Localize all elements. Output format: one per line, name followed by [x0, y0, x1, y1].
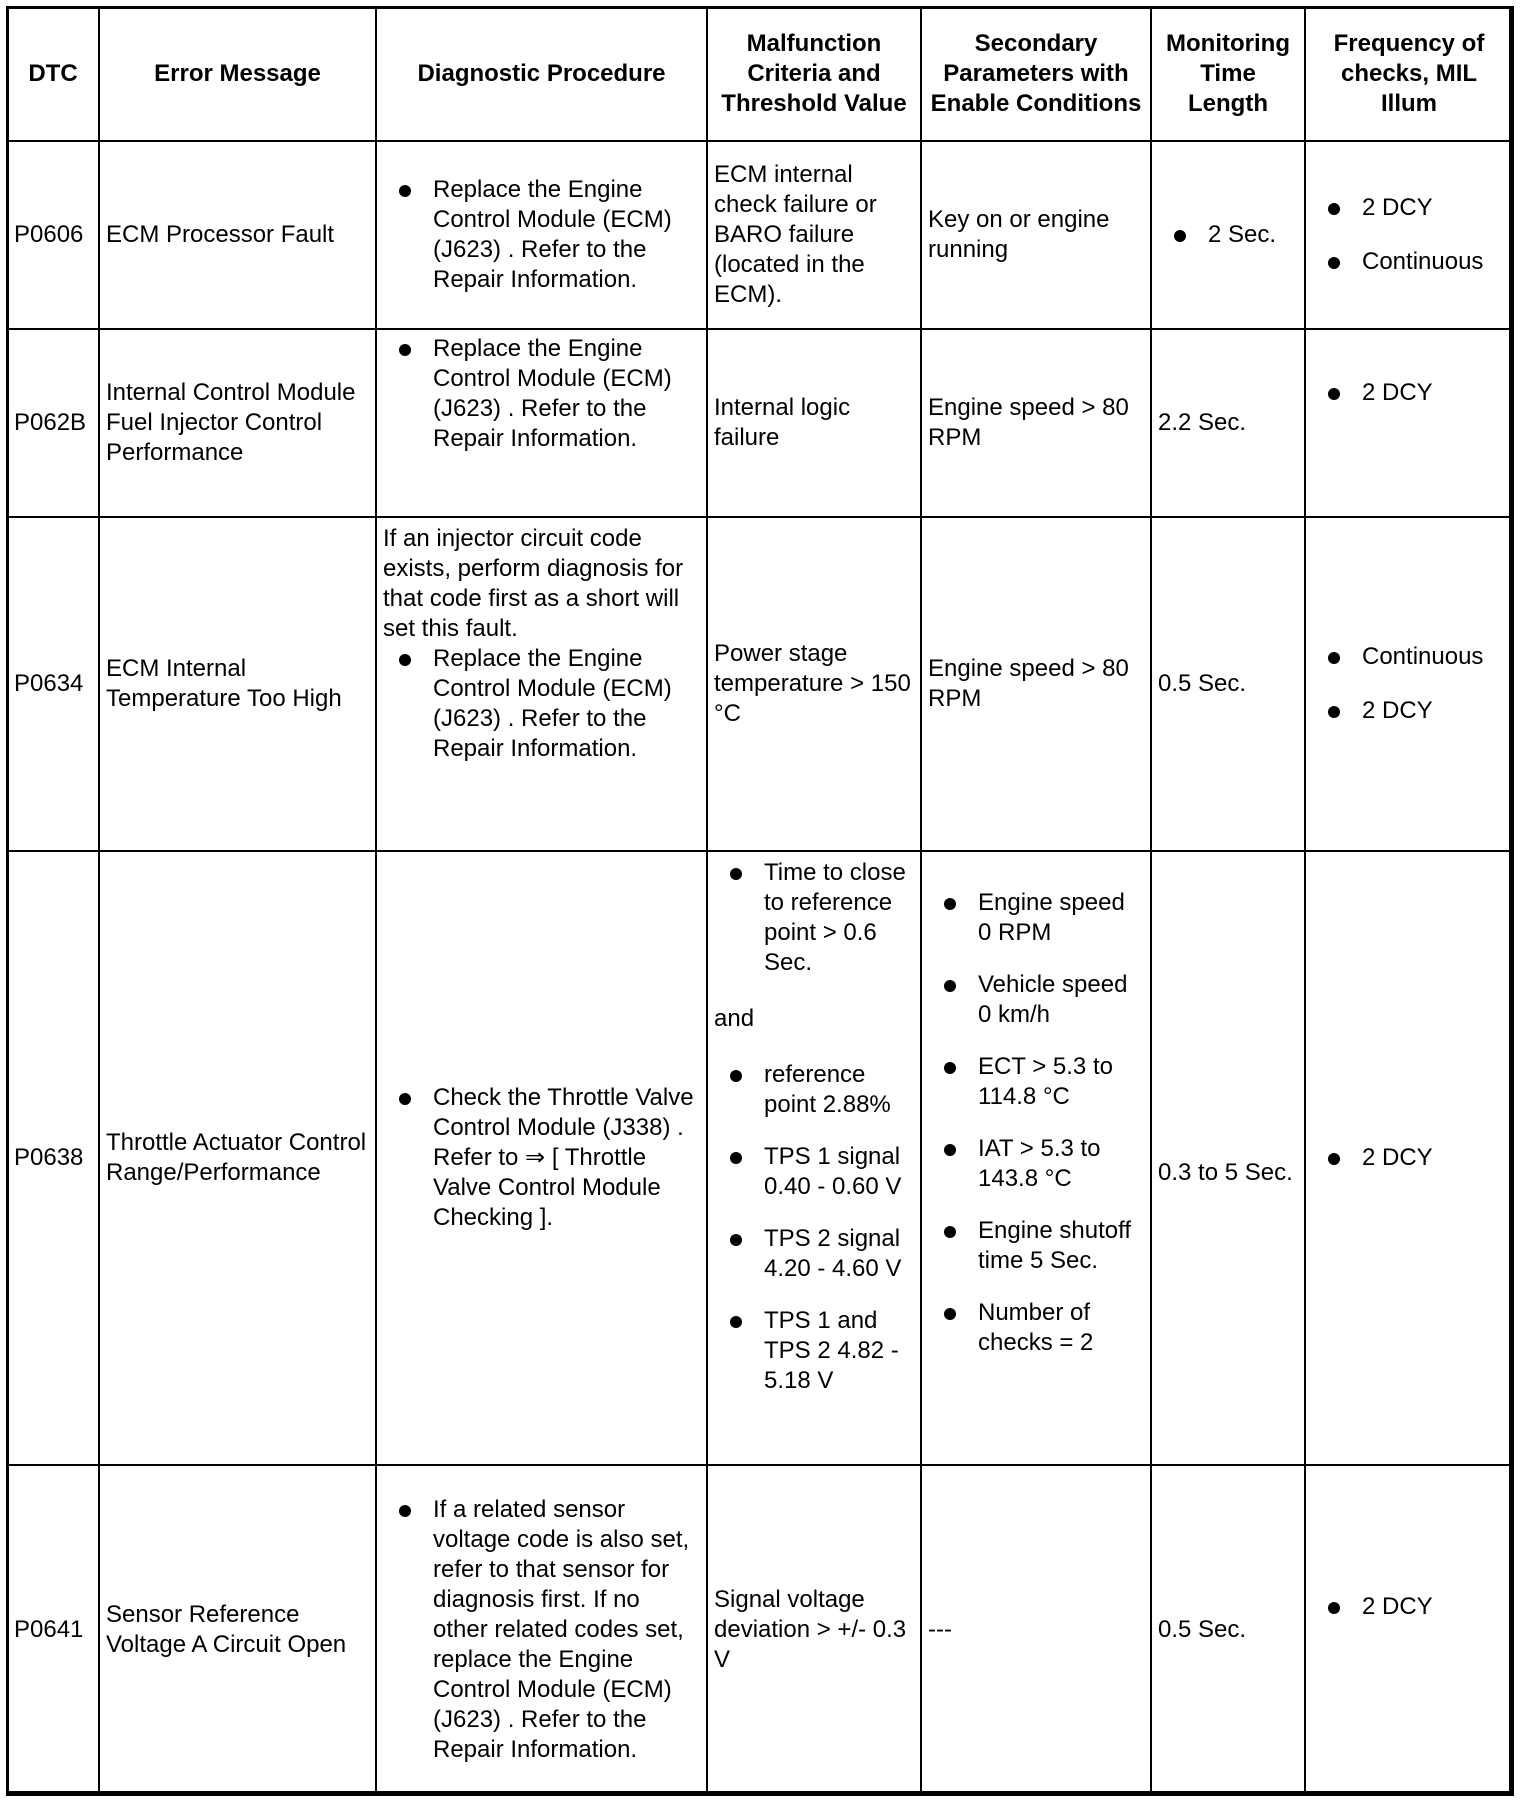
- parameter-bullet: IAT > 5.3 to 143.8 °C: [928, 1134, 1144, 1194]
- secondary-parameters: Engine speed > 80 RPM: [921, 517, 1151, 851]
- malfunction-criteria: Internal logic failure: [707, 329, 921, 517]
- frequency-bullet: Continuous: [1312, 247, 1506, 277]
- diagnostic-procedure: [376, 851, 707, 1465]
- header-dtc: DTC: [7, 7, 99, 141]
- error-message: ECM Internal Temperature Too High: [99, 517, 376, 851]
- dtc-code: P0638: [7, 851, 99, 1465]
- dtc-table: [6, 6, 1514, 1796]
- header-monitoring-time: Monitoring Time Length: [1151, 7, 1305, 141]
- malfunction-criteria: [707, 851, 921, 1465]
- criteria-bullet: TPS 1 and TPS 2 4.82 - 5.18 V: [714, 1306, 914, 1396]
- error-message: ECM Processor Fault: [99, 141, 376, 329]
- criteria-bullet: Time to close to reference point > 0.6 Sec.: [714, 858, 914, 978]
- frequency: [1305, 851, 1513, 1465]
- parameter-bullet: Engine speed 0 RPM: [928, 888, 1144, 948]
- header-malfunction-criteria: Malfunction Criteria and Threshold Value: [707, 7, 921, 141]
- frequency-bullet: 2 DCY: [1312, 696, 1506, 726]
- dtc-code: P0634: [7, 517, 99, 851]
- procedure-bullet: Check the Throttle Valve Control Module (J338) . Refer to ⇒ [ Throttle Valve Control Module Checking ].: [383, 1083, 700, 1233]
- table-row: [7, 1465, 1513, 1795]
- secondary-parameters: Key on or engine running: [921, 141, 1151, 329]
- error-message: Sensor Reference Voltage A Circuit Open: [99, 1465, 376, 1795]
- diagnostic-procedure: [376, 1465, 707, 1795]
- frequency: [1305, 141, 1513, 329]
- parameter-bullet: Engine shutoff time 5 Sec.: [928, 1216, 1144, 1276]
- table-row: [7, 851, 1513, 1465]
- table-row: [7, 141, 1513, 329]
- frequency: [1305, 517, 1513, 851]
- monitoring-time: 0.3 to 5 Sec.: [1151, 851, 1305, 1465]
- malfunction-criteria: Signal voltage deviation > +/- 0.3 V: [707, 1465, 921, 1795]
- header-diagnostic-procedure: Diagnostic Procedure: [376, 7, 707, 141]
- header-secondary-parameters: Secondary Parameters with Enable Conditions: [921, 7, 1151, 141]
- monitoring-bullet: 2 Sec.: [1158, 220, 1298, 250]
- frequency-bullet: Continuous: [1312, 642, 1506, 672]
- parameter-bullet: Number of checks = 2: [928, 1298, 1144, 1358]
- monitoring-time: 2.2 Sec.: [1151, 329, 1305, 517]
- diagnostic-procedure: [376, 141, 707, 329]
- table-row: [7, 517, 1513, 851]
- header-row: [7, 7, 1513, 141]
- frequency: [1305, 329, 1513, 517]
- diagnostic-procedure: [376, 329, 707, 517]
- criteria-connector: and: [714, 1005, 755, 1032]
- parameter-bullet: ECT > 5.3 to 114.8 °C: [928, 1052, 1144, 1112]
- procedure-bullet: Replace the Engine Control Module (ECM) (J623) . Refer to the Repair Information.: [383, 175, 700, 295]
- secondary-parameters: Engine speed > 80 RPM: [921, 329, 1151, 517]
- frequency-bullet: 2 DCY: [1312, 378, 1506, 408]
- header-frequency: Frequency of checks, MIL Illum: [1305, 7, 1513, 141]
- frequency-bullet: 2 DCY: [1312, 193, 1506, 223]
- header-error-message: Error Message: [99, 7, 376, 141]
- procedure-intro: If an injector circuit code exists, perform diagnosis for that code first as a short will set this fault.: [383, 525, 684, 642]
- frequency-bullet: 2 DCY: [1312, 1592, 1506, 1622]
- secondary-parameters: ---: [921, 1465, 1151, 1795]
- malfunction-criteria: Power stage temperature > 150 °C: [707, 517, 921, 851]
- frequency-bullet: 2 DCY: [1312, 1143, 1506, 1173]
- dtc-code: P062B: [7, 329, 99, 517]
- criteria-bullet: TPS 1 signal 0.40 - 0.60 V: [714, 1142, 914, 1202]
- dtc-code: P0641: [7, 1465, 99, 1795]
- error-message: Internal Control Module Fuel Injector Control Performance: [99, 329, 376, 517]
- monitoring-time: 0.5 Sec.: [1151, 517, 1305, 851]
- document: [6, 6, 1512, 1794]
- monitoring-time: [1151, 141, 1305, 329]
- criteria-bullet: TPS 2 signal 4.20 - 4.60 V: [714, 1224, 914, 1284]
- criteria-bullet: reference point 2.88%: [714, 1060, 914, 1120]
- secondary-parameters: [921, 851, 1151, 1465]
- monitoring-time: 0.5 Sec.: [1151, 1465, 1305, 1795]
- table-row: [7, 329, 1513, 517]
- procedure-bullet: Replace the Engine Control Module (ECM) (J623) . Refer to the Repair Information.: [383, 644, 700, 764]
- procedure-bullet: Replace the Engine Control Module (ECM) (J623) . Refer to the Repair Information.: [383, 334, 700, 454]
- error-message: Throttle Actuator Control Range/Performance: [99, 851, 376, 1465]
- diagnostic-procedure: [376, 517, 707, 851]
- procedure-bullet: If a related sensor voltage code is also set, refer to that sensor for diagnosis first. If no other related codes set, replace the Engine Control Module (ECM) (J623) . Refer to the Repair Information.: [383, 1495, 700, 1765]
- dtc-code: P0606: [7, 141, 99, 329]
- frequency: [1305, 1465, 1513, 1795]
- parameter-bullet: Vehicle speed 0 km/h: [928, 970, 1144, 1030]
- malfunction-criteria: ECM internal check failure or BARO failure (located in the ECM).: [707, 141, 921, 329]
